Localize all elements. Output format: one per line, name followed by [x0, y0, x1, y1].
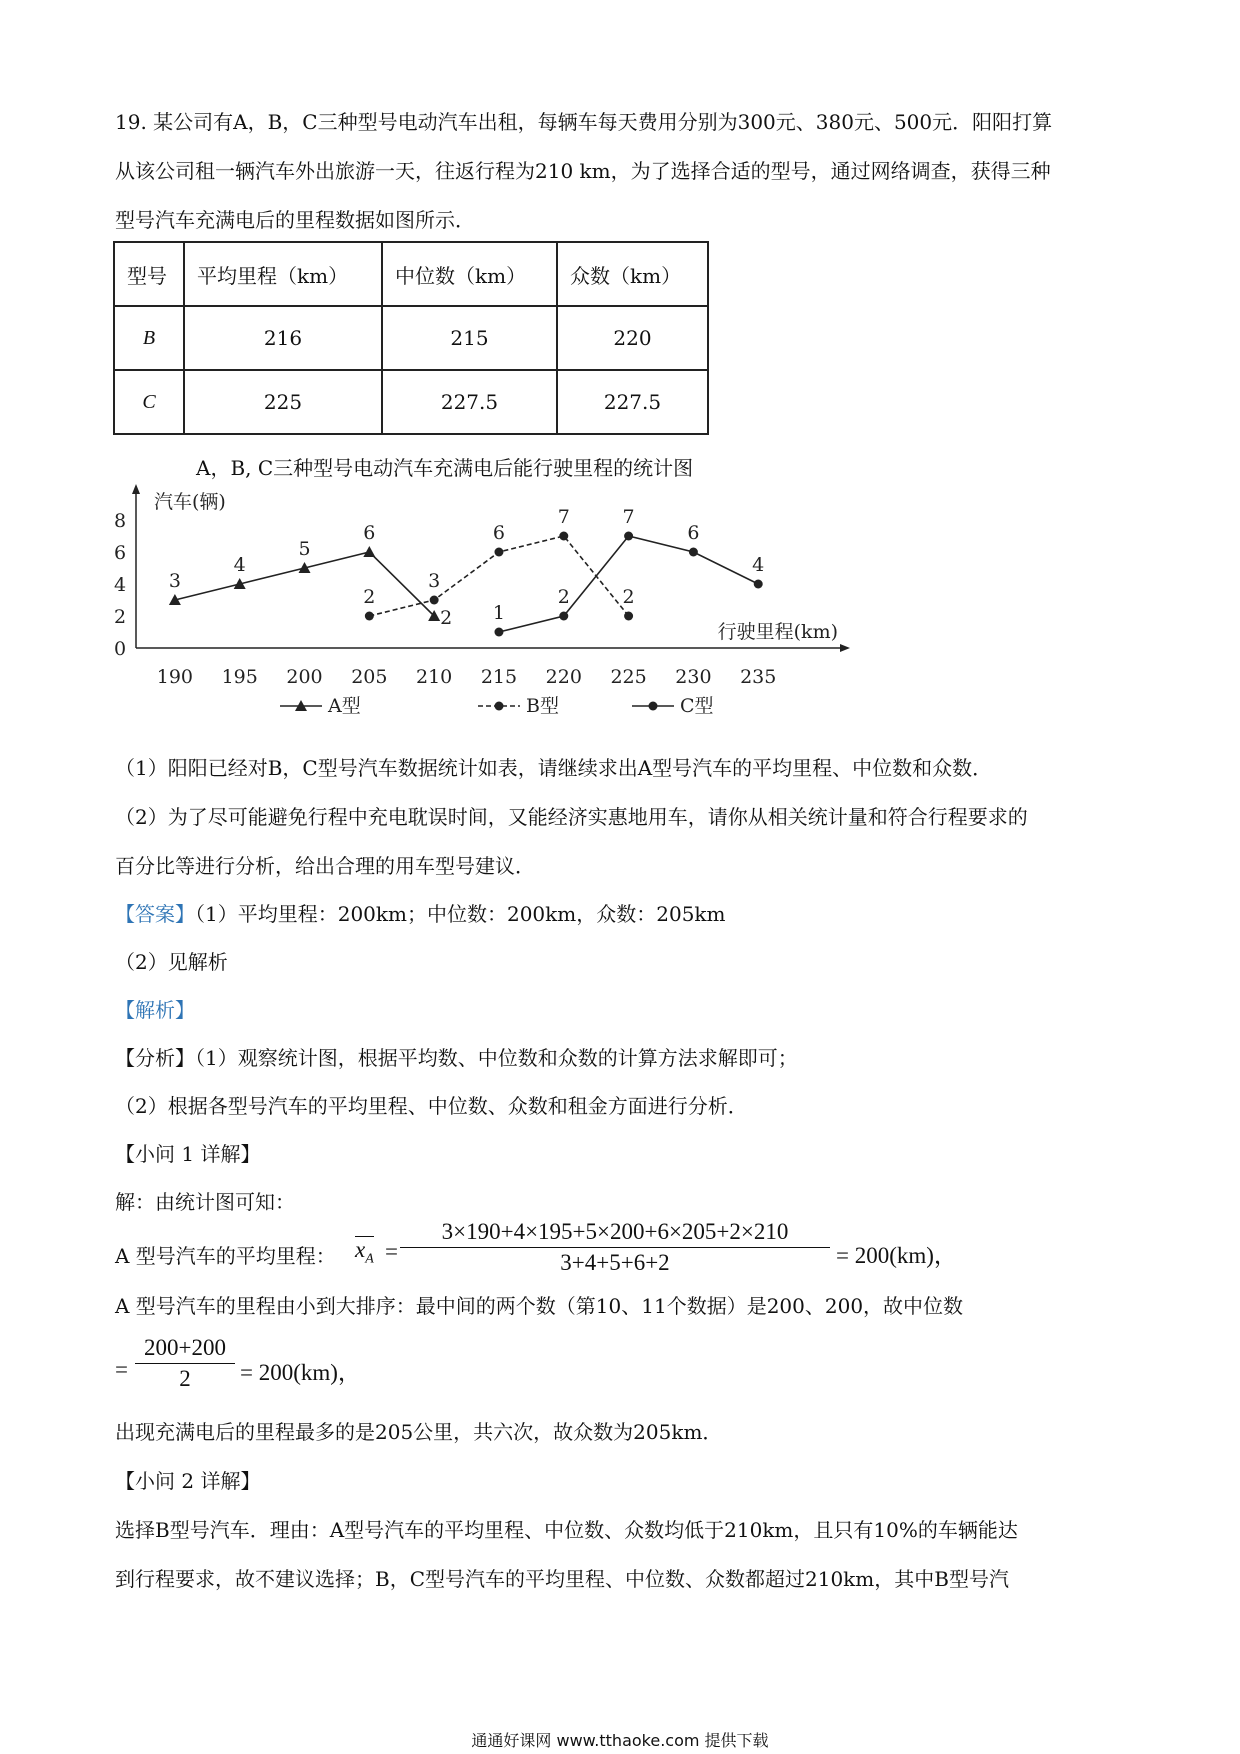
median-denominator: 2 — [179, 1366, 191, 1391]
mean-symbol-x: x — [355, 1237, 366, 1262]
data-point — [559, 612, 568, 621]
y-tick-label: 2 — [113, 606, 127, 628]
data-label: 7 — [622, 506, 635, 528]
question-2-line-2: 到行程要求，故不建议选择；B，C型号汽车的平均里程、中位数、众数都超过210km，其中B型号汽 — [115, 1567, 1009, 1591]
median-numerator: 200+200 — [135, 1335, 235, 1364]
table-cell: 227.5 — [382, 370, 557, 434]
answer-text: （1）平均里程：200km；中位数：200km，众数：205km — [195, 902, 726, 926]
table-cell: 220 — [557, 306, 708, 370]
table-cell: 216 — [184, 306, 382, 370]
median-result: = 200(km)， — [240, 1360, 361, 1385]
stats-table — [113, 241, 709, 435]
table-cell: 227.5 — [557, 370, 708, 434]
data-point — [754, 580, 763, 589]
table-header-cell: 型号 — [114, 242, 184, 306]
data-point — [559, 532, 568, 541]
mean-symbol — [355, 1236, 374, 1273]
y-axis-arrow — [132, 484, 140, 494]
data-point — [365, 612, 374, 621]
data-point — [689, 548, 698, 557]
x-tick-label: 190 — [156, 666, 194, 688]
legend-marker — [649, 702, 658, 711]
x-tick-label: 235 — [740, 666, 777, 688]
part-1: （1）阳阳已经对B，C型号汽车数据统计如表，请继续求出A型号汽车的平均里程、中位数和众数． — [115, 756, 993, 780]
median-equals: = — [115, 1357, 128, 1382]
legend-marker — [495, 702, 504, 711]
data-label: 2 — [557, 586, 570, 608]
table-header-cell: 中位数（km） — [382, 242, 557, 306]
y-tick-label: 4 — [113, 574, 127, 596]
data-label: 2 — [440, 607, 453, 629]
x-tick-label: 225 — [610, 666, 647, 688]
answer-tag: 【答案】 — [115, 902, 195, 926]
question-2-line-1: 选择B型号汽车．理由：A型号汽车的平均里程、中位数、众数均低于210km，且只有10%的车辆能达 — [115, 1518, 1018, 1542]
mean-label: A 型号汽车的平均里程： — [115, 1244, 336, 1268]
analysis-tag: 【解析】 — [115, 998, 195, 1022]
question-2-heading: 【小问 2 详解】 — [115, 1469, 261, 1493]
table-header-cell: 众数（km） — [557, 242, 708, 306]
data-label: 1 — [492, 602, 506, 624]
data-label: 6 — [492, 522, 506, 544]
x-tick-label: 200 — [286, 666, 323, 688]
table-cell: C — [114, 370, 184, 434]
data-label: 2 — [363, 586, 376, 608]
table-header-cell: 平均里程（km） — [184, 242, 382, 306]
mean-fraction — [400, 1219, 830, 1276]
x-axis-arrow — [840, 644, 850, 652]
y-tick-label: 8 — [113, 510, 127, 532]
mean-result: = 200(km)， — [836, 1243, 957, 1268]
mean-symbol-sub: A — [365, 1251, 374, 1267]
part-2-line-1: （2）为了尽可能避免行程中充电耽误时间，又能经济实惠地用车，请你从相关统计量和符合行程要求的 — [115, 805, 1028, 829]
data-label: 3 — [428, 570, 441, 592]
solution-intro: 解：由统计图可知： — [115, 1190, 295, 1214]
x-tick-label: 195 — [221, 666, 258, 688]
table-header-row — [114, 242, 708, 306]
table-row — [114, 306, 708, 370]
data-label: 4 — [752, 554, 765, 576]
mean-equals: = — [385, 1239, 398, 1264]
y-axis-label: 汽车(辆) — [154, 491, 226, 513]
data-point — [430, 596, 439, 605]
analysis-fenxi: 【分析】（1）观察统计图，根据平均数、中位数和众数的计算方法求解即可； — [115, 1046, 798, 1070]
median-line: A 型号汽车的里程由小到大排序：最中间的两个数（第10、11个数据）是200、200，故中位数 — [115, 1294, 964, 1318]
data-point — [494, 628, 503, 637]
table-row — [114, 370, 708, 434]
answer-line-2: （2）见解析 — [115, 950, 228, 974]
table-cell: 215 — [382, 306, 557, 370]
x-tick-label: 205 — [351, 666, 388, 688]
mileage-line-chart — [100, 480, 860, 730]
chart-title: A，B, C三种型号电动汽车充满电后能行驶里程的统计图 — [196, 456, 694, 480]
legend-label: A型 — [328, 695, 361, 717]
x-tick-label: 210 — [416, 666, 453, 688]
question-1-heading: 【小问 1 详解】 — [115, 1142, 261, 1166]
legend-label: C型 — [680, 695, 714, 717]
y-tick-label: 6 — [113, 542, 127, 564]
mean-denominator: 3+4+5+6+2 — [560, 1250, 670, 1275]
data-point — [624, 612, 633, 621]
data-point — [363, 546, 375, 557]
y-tick-label: 0 — [113, 638, 127, 660]
data-label: 4 — [233, 554, 246, 576]
page-footer: 通通好课网 www.tthaoke.com 提供下载 — [471, 1731, 769, 1750]
mode-line: 出现充满电后的里程最多的是205公里，共六次，故众数为205km． — [115, 1420, 723, 1444]
mean-numerator: 3×190+4×195+5×200+6×205+2×210 — [400, 1219, 830, 1248]
part-2-line-2: 百分比等进行分析，给出合理的用车型号建议． — [115, 854, 535, 878]
data-point — [494, 548, 503, 557]
median-fraction — [135, 1335, 235, 1392]
question-line-3: 型号汽车充满电后的里程数据如图所示． — [115, 208, 475, 232]
analysis-fenxi-2: （2）根据各型号汽车的平均里程、中位数、众数和租金方面进行分析． — [115, 1094, 748, 1118]
question-line-2: 从该公司租一辆汽车外出旅游一天，往返行程为210 km，为了选择合适的型号，通过网络调查，获得三种 — [115, 159, 1051, 183]
answer-line-1 — [115, 898, 726, 927]
data-point — [624, 532, 633, 541]
x-tick-label: 215 — [480, 666, 518, 688]
data-label: 7 — [557, 506, 570, 528]
data-label: 2 — [622, 586, 635, 608]
series-line — [175, 552, 434, 616]
legend-label: B型 — [526, 695, 559, 717]
data-label: 5 — [298, 538, 311, 560]
x-axis-label: 行驶里程(km) — [717, 621, 838, 643]
table-cell: 225 — [184, 370, 382, 434]
x-tick-label: 220 — [545, 666, 582, 688]
data-label: 6 — [687, 522, 700, 544]
data-label: 6 — [363, 522, 376, 544]
x-tick-label: 230 — [675, 666, 712, 688]
data-label: 3 — [168, 570, 181, 592]
question-line-1: 19. 某公司有A，B，C三种型号电动汽车出租，每辆车每天费用分别为300元、380元、500元．阳阳打算 — [115, 110, 1053, 134]
table-cell: B — [114, 306, 184, 370]
